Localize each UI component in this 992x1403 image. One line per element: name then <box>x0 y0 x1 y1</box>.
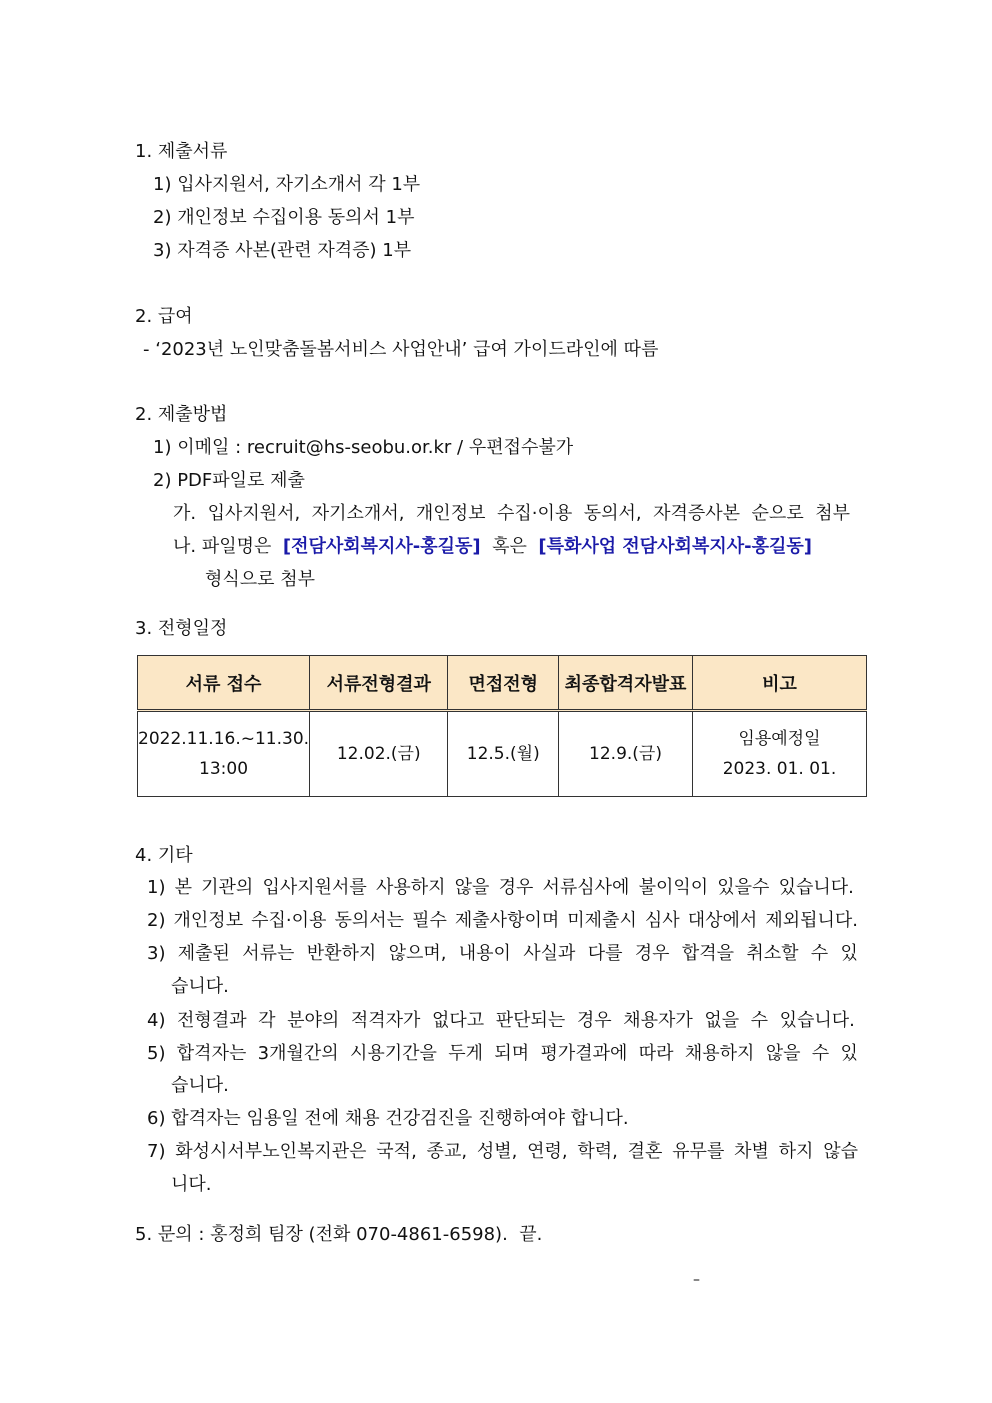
header-doc-result: 서류전형결과 <box>310 656 448 711</box>
filename-line-cont: 형식으로 첨부 <box>205 569 316 590</box>
header-final-announce: 최종합격자발표 <box>559 656 693 711</box>
filename-example-2: [특화사업 전담사회복지사-홍길동] <box>538 536 812 557</box>
table-header-row <box>138 656 867 711</box>
etc-item-5: 5) 합격자는 3개월간의 시용기간을 두게 되며 평가결과에 따라 채용하지 않을 수 있 <box>147 1043 858 1064</box>
etc-item-5-cont: 습니다. <box>171 1075 229 1096</box>
list-item: 1) 입사지원서, 자기소개서 각 1부 <box>153 174 421 195</box>
header-remarks: 비고 <box>692 656 866 711</box>
header-interview: 면접전형 <box>448 656 559 711</box>
cell-doc-result: 12.02.(금) <box>310 711 448 797</box>
footer-mark: – <box>693 1272 700 1288</box>
filename-example-1: [전담사회복지사-홍길동] <box>282 536 481 557</box>
cell-remarks: 임용예정일 2023. 01. 01. <box>692 711 866 797</box>
section-title-documents: 1. 제출서류 <box>135 141 228 162</box>
etc-item-7: 7) 화성시서부노인복지관은 국적, 종교, 성별, 연령, 학력, 결혼 유무를 차별 하지 않습 <box>147 1141 858 1162</box>
etc-item-1: 1) 본 기관의 입사지원서를 사용하지 않을 경우 서류심사에 불이익이 있을수 있습니다. <box>147 877 854 898</box>
list-item: 3) 자격증 사본(관련 자격증) 1부 <box>153 240 412 261</box>
email-item: 1) 이메일 : recruit@hs-seobu.or.kr / 우편접수불가 <box>153 437 574 458</box>
etc-item-6: 6) 합격자는 임용일 전에 채용 건강검진을 진행하여야 합니다. <box>147 1108 629 1129</box>
section-title-salary: 2. 급여 <box>135 306 193 327</box>
contact-line: 5. 문의 : 홍정희 팀장 (전화 070-4861-6598). 끝. <box>135 1224 543 1245</box>
section-title-schedule: 3. 전형일정 <box>135 618 228 639</box>
etc-item-2: 2) 개인정보 수집·이용 동의서는 필수 제출사항이며 미제출시 심사 대상에서 제외됩니다. <box>147 910 858 931</box>
etc-item-4: 4) 전형결과 각 분야의 적격자가 없다고 판단되는 경우 채용자가 없을 수 있습니다. <box>147 1010 855 1031</box>
salary-text: - ‘2023년 노인맞춤돌봄서비스 사업안내’ 급여 가이드라인에 따름 <box>143 339 659 360</box>
pdf-item: 2) PDF파일로 제출 <box>153 470 305 491</box>
list-item: 2) 개인정보 수집이용 동의서 1부 <box>153 207 415 228</box>
etc-item-3-cont: 습니다. <box>171 976 229 997</box>
cell-final-announce: 12.9.(금) <box>559 711 693 797</box>
section-title-method: 2. 제출방법 <box>135 404 228 425</box>
schedule-table <box>137 655 867 797</box>
filename-line: 나. 파일명은 [전담사회복지사-홍길동] 혹은 [특화사업 전담사회복지사-홍길동] <box>173 536 812 557</box>
header-doc-receipt: 서류 접수 <box>138 656 310 711</box>
section-title-etc: 4. 기타 <box>135 845 193 866</box>
attach-order-line: 가. 입사지원서, 자기소개서, 개인정보 수집·이용 동의서, 자격증사본 순으로 첨부 <box>173 503 850 524</box>
table-row <box>138 711 867 797</box>
etc-item-7-cont: 니다. <box>171 1174 212 1195</box>
cell-doc-receipt: 2022.11.16.~11.30. 13:00 <box>138 711 310 797</box>
end-mark: 끝. <box>519 1224 543 1245</box>
cell-interview: 12.5.(월) <box>448 711 559 797</box>
etc-item-3: 3) 제출된 서류는 반환하지 않으며, 내용이 사실과 다를 경우 합격을 취소할 수 있 <box>147 943 858 964</box>
